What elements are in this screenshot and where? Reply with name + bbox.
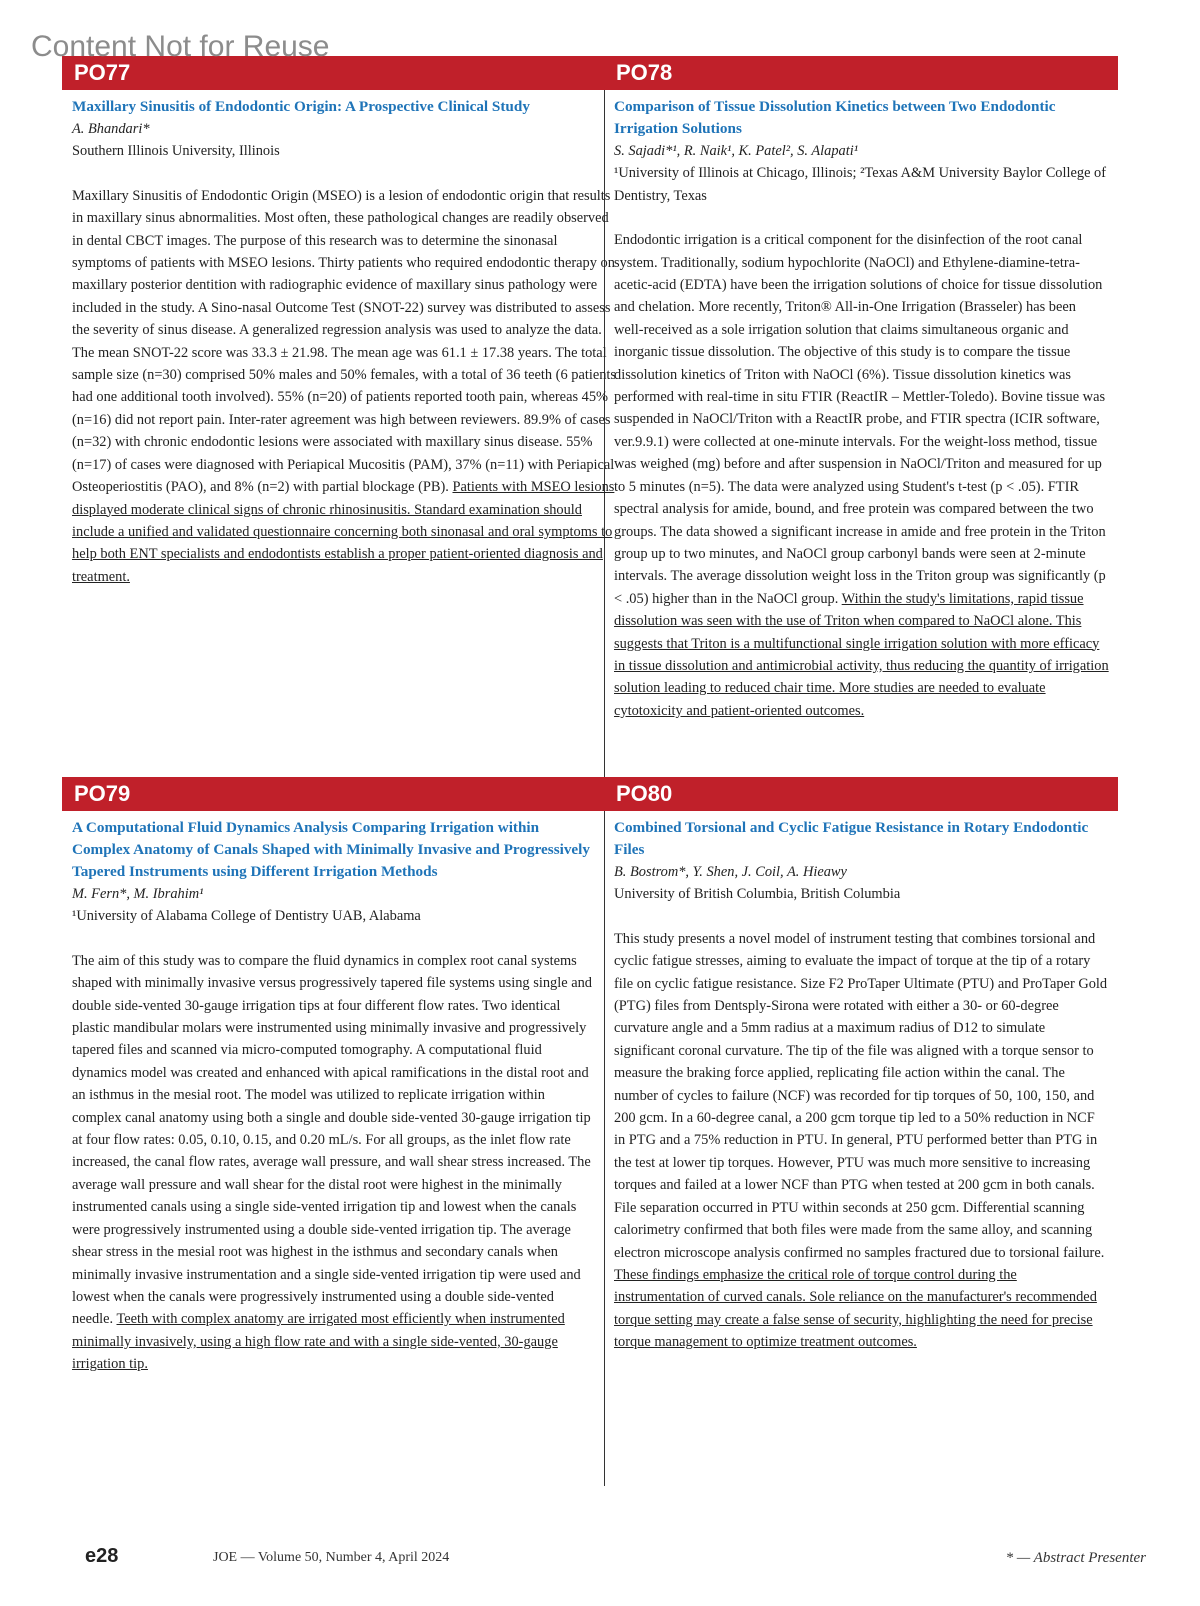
abstract-id-bar: PO79 — [62, 777, 619, 811]
abstract-authors: B. Bostrom*, Y. Shen, J. Coil, A. Hieawy — [614, 864, 847, 880]
abstract-text: The aim of this study was to compare the fluid dynamics in complex root canal systems shaped with minimally invasive versus progressively tapered file systems using single and double side-vented 30-gauge irrigation tips at four different flow rates. Two identical plastic mandibular molars were instrumented using minimally invasive and progressively tapered files and scanned via micro-computed tomography. A computational fluid dynamics model was created and enhanced with apical ramifications in the distal root and an isthmus in the mesial root. The model was utilized to replicate irrigation within complex canal anatomy using both a single and double side-vented 30-gauge irrigation tip at four flow rates: 0.05, 0.10, 0.15, and 0.20 mL/s. For all groups, as the inlet flow rate increased, the canal flow rates, average wall pressure, and wall shear stress increased. The average wall pressure and wall shear for the distal root were highest in the minimally instrumented canals using a single side-vented irrigation tip and lowest when the canals were progressively instrumented using a double side-vented irrigation tip. The average shear stress in the mesial root was highest in the isthmus and secondary canals when minimally invasive instrumentation and a single side-vented irrigation tip were used and lowest when the canals were progressively instrumented using a double side-vented needle. — [72, 952, 592, 1328]
abstract-po77 — [72, 96, 617, 588]
abstract-id-bar: PO80 — [604, 777, 1118, 811]
abstract-affiliation: Southern Illinois University, Illinois — [72, 143, 280, 160]
abstract-id-bar: PO78 — [604, 56, 1118, 90]
abstract-conclusion: Teeth with complex anatomy are irrigated most efficiently when instrumented minimally invasively, using a high flow rate and with a single side-vented, 30-gauge irrigation tip. — [72, 1311, 565, 1373]
journal-citation: JOE — Volume 50, Number 4, April 2024 — [213, 1550, 450, 1565]
abstract-text: This study presents a novel model of instrument testing that combines torsional and cyclic fatigue stresses, aiming to evaluate the impact of torque at the tip of a rotary file on cyclic fatigue resistance. Size F2 ProTaper Ultimate (PTU) and ProTaper Gold (PTG) files from Dentsply-Sirona were rotated with either a 30- or 60-degree curvature angle and a 5mm radius at a maximum radius of D12 to simulate significant coronal curvature. The tip of the file was aligned with a torque sensor to measure the braking force applied, replicating file action within the canal. The number of cycles to failure (NCF) was recorded for tip torques of 50, 100, 150, and 200 gcm. In a 60-degree canal, a 200 gcm torque tip led to a 50% reduction in NCF in PTG and a 75% reduction in PTU. In general, PTU performed better than PTG in the test at lower tip torques. However, PTU was much more sensitive to increasing torques and failed at a lower NCF than PTG when tested at 200 gcm in both canals. File separation occurred in PTU within seconds at 250 gcm. Differential scanning calorimetry confirmed that both files were made from the same alloy, and scanning electron microscope analysis confirmed no samples fractured due to torsional failure. — [614, 930, 1108, 1261]
column-divider — [604, 811, 605, 1486]
abstract-title: Maxillary Sinusitis of Endodontic Origin: A Prospective Clinical Study — [72, 98, 530, 115]
abstract-id-bar: PO77 — [62, 56, 619, 90]
abstract-conclusion: These findings emphasize the critical role of torque control during the instrumentation of curved canals. Sole reliance on the manufacturer's recommended torque setting may create a false sense of security, highlighting the need for precise torque management to optimize treatment outcomes. — [614, 1266, 1097, 1351]
abstract-title: Combined Torsional and Cyclic Fatigue Resistance in Rotary Endodontic Files — [614, 819, 1089, 858]
abstract-body — [614, 229, 1109, 722]
abstract-affiliation: ¹University of Illinois at Chicago, Illinois; ²Texas A&M University Baylor College of Dentistry, Texas — [614, 165, 1107, 204]
abstract-authors: M. Fern*, M. Ibrahim¹ — [72, 886, 204, 902]
presenter-note: * — Abstract Presenter — [1005, 1550, 1146, 1566]
abstract-po78 — [614, 96, 1109, 722]
abstract-text: Endodontic irrigation is a critical component for the disinfection of the root canal system. Traditionally, sodium hypochlorite (NaOCl) and Ethylene-diamine-tetra-acetic-acid (EDTA) have been the irrigation solutions of choice for tissue dissolution and chelation. More recently, Triton® All-in-One Irrigation (Brasseler) has been well-received as a sole irrigation solution that claims simultaneous organic and inorganic tissue dissolution. The objective of this study is to compare the tissue dissolution kinetics of Triton with NaOCl (6%). Tissue dissolution kinetics was performed with real-time in situ FTIR (ReactIR – Mettler-Toledo). Bovine tissue was suspended in NaOCl/Triton with a ReactIR probe, and FTIR spectra (ICIR software, ver.9.9.1) were collected at one-minute intervals. For the weight-loss method, tissue was weighed (mg) before and after suspension in NaOCl/Triton and measured for up to 5 minutes (n=5). The data were analyzed using Student's t-test (p < .05). FTIR spectral analysis for amide, bound, and free protein was compared between the two groups. The data showed a significant increase in amide and free protein in the Triton group up to two minutes, and NaOCl group carbonyl bands were seen at 2-minute intervals. The average dissolution weight loss in the Triton group was significantly (p < .05) higher than in the NaOCl group. — [614, 232, 1106, 607]
abstract-body — [72, 950, 597, 1376]
watermark: Content Not for Reuse — [31, 30, 330, 63]
abstract-authors: A. Bhandari* — [72, 121, 150, 137]
abstract-authors: S. Sajadi*¹, R. Naik¹, K. Patel², S. Alapati¹ — [614, 143, 859, 159]
abstract-po79 — [72, 817, 597, 1376]
abstract-conclusion: Patients with MSEO lesions displayed moderate clinical signs of chronic rhinosinusitis. Standard examination should include a unified and validated questionnaire concerning both sinonasal and oral symptoms to help both ENT specialists and endodontists establish a proper patient-oriented diagnosis and treatment. — [72, 479, 615, 585]
abstract-body — [614, 928, 1109, 1354]
abstract-affiliation: University of British Columbia, British Columbia — [614, 886, 901, 903]
abstract-title: Comparison of Tissue Dissolution Kinetics between Two Endodontic Irrigation Solutions — [614, 98, 1056, 137]
abstract-po80 — [614, 817, 1109, 1354]
abstract-conclusion: Within the study's limitations, rapid tissue dissolution was seen with the use of Triton when compared to NaOCl alone. This suggests that Triton is a multifunctional single irrigation solution with more efficacy in tissue dissolution and antimicrobial activity, thus reducing the quantity of irrigation solution leading to reduced chair time. More studies are needed to evaluate cytotoxicity and patient-oriented outcomes. — [614, 590, 1109, 719]
page-number: e28 — [85, 1545, 119, 1567]
abstract-text: Maxillary Sinusitis of Endodontic Origin (MSEO) is a lesion of endodontic origin that results in maxillary sinus abnormalities. Most often, these pathological changes are readily observed in dental CBCT images. The purpose of this research was to determine the sinonasal symptoms of patients with MSEO lesions. Thirty patients who required endodontic therapy on maxillary posterior dentition with radiographic evidence of maxillary sinus pathology were included in the study. A Sino-nasal Outcome Test (SNOT-22) survey was distributed to assess the severity of sinus disease. A generalized regression analysis was used to analyze the data. The mean SNOT-22 score was 33.3 ± 21.98. The mean age was 61.1 ± 17.38 years. The total sample size (n=30) comprised 50% males and 50% females, with a total of 36 teeth (6 patients had one additional tooth involved). 55% (n=20) of patients reported tooth pain, whereas 45% (n=16) did not report pain. Inter-rater agreement was high between reviewers. 89.9% of cases (n=32) with chronic endodontic lesions were associated with maxillary sinus disease. 55% (n=17) of cases were diagnosed with Periapical Mucositis (PAM), 37% (n=11) with Periapical Osteoperiostitis (PAO), and 8% (n=2) with partial blockage (PB). — [72, 187, 617, 496]
abstract-body — [72, 185, 617, 588]
abstract-title: A Computational Fluid Dynamics Analysis Comparing Irrigation within Complex Anatomy of Canals Shaped with Minimally Invasive and Progressively Tapered Instruments using Different Irrigation Methods — [72, 819, 590, 880]
abstract-affiliation: ¹University of Alabama College of Dentistry UAB, Alabama — [72, 908, 421, 925]
